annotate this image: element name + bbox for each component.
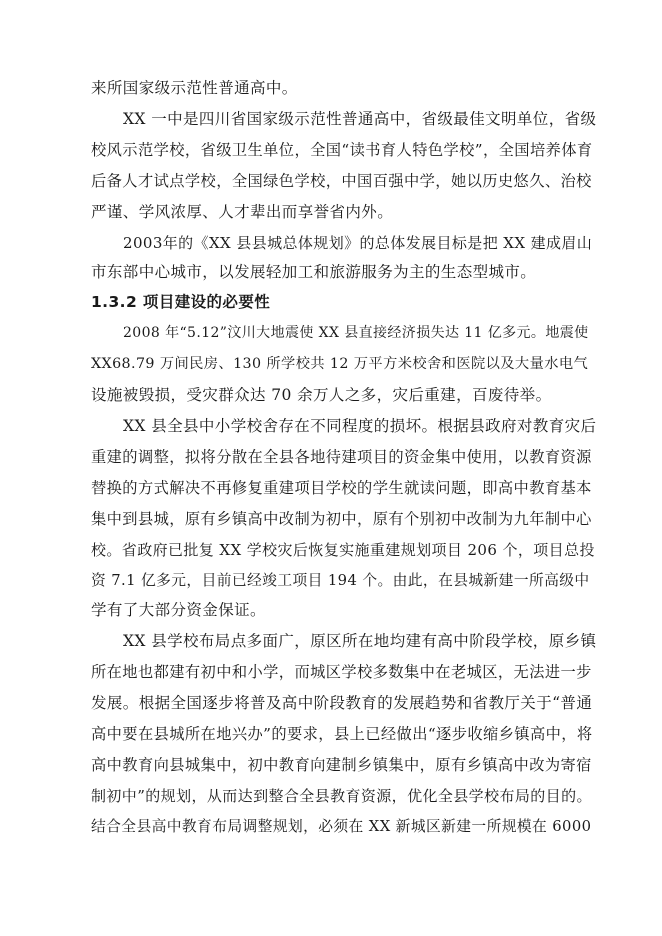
text-line: 校风示范学校，省级卫生单位，全国“读书育人特色学校”，全国培养体育 xyxy=(91,141,593,159)
text-line: 来所国家级示范性普通高中。 xyxy=(91,79,298,97)
text-line: XX 一中是四川省国家级示范性普通高中，省级最佳文明单位，省级 xyxy=(123,110,597,128)
text-line: 校。省政府已批复 XX 学校灾后恢复实施重建规划项目 206 个，项目总投 xyxy=(91,541,595,559)
text-line: 市东部中心城市，以发展轻加工和旅游服务为主的生态型城市。 xyxy=(91,263,537,281)
text-line: 2003年的《XX 县县城总体规划》的总体发展目标是把 XX 建成眉山 xyxy=(123,234,593,252)
text-line: 严谨、学风浓厚、人才辈出而享誉省内外。 xyxy=(91,203,394,221)
text-line: 高中要在县城所在地兴办”的要求，县上已经做出“逐步收缩乡镇高中，将 xyxy=(91,725,593,743)
text-line: 集中到县城，原有乡镇高中改制为初中，原有个别初中改制为九年制中心 xyxy=(91,510,592,528)
text-line: 结合全县高中教育布局调整规划，必须在 XX 新城区新建一所规模在 6000 xyxy=(91,818,592,835)
text-line: XX68.79 万间民房、130 所学校共 12 万平方米校舍和医院以及大量水电气 xyxy=(91,356,589,372)
text-line: XX 县学校布局点多面广，原区所在地均建有高中阶段学校，原乡镇 xyxy=(123,632,597,650)
text-line: 制初中”的规划，从而达到整合全县教育资源，优化全县学校布局的目的。 xyxy=(91,787,592,805)
text-line: 重建的调整，拟将分散在全县各地待建项目的资金集中使用，以教育资源 xyxy=(91,448,592,466)
text-line: 设施被毁损，受灾群众达 70 余万人之多，灾后重建，百废待举。 xyxy=(91,386,552,404)
text-line: 2008 年“5.12”汶川大地震使 XX 县直接经济损失达 11 亿多元。地震使 xyxy=(123,325,589,341)
text-line: 替换的方式解决不再修复重建项目学校的学生就读问题，即高中教育基本 xyxy=(91,479,592,497)
text-line: 高中教育向县城集中，初中教育向建制乡镇集中，原有乡镇高中改为寄宿 xyxy=(91,756,592,774)
text-line: 后备人才试点学校，全国绿色学校，中国百强中学，她以历史悠久、治校 xyxy=(91,172,592,190)
section-heading: 1.3.2 项目建设的必要性 xyxy=(91,293,271,311)
text-line: 所在地也都建有初中和小学，而城区学校多数集中在老城区，无法进一步 xyxy=(91,663,592,681)
text-line: 资 7.1 亿多元，目前已经竣工项目 194 个。由此，在县城新建一所高级中 xyxy=(91,572,590,589)
text-line: 学有了大部分资金保证。 xyxy=(91,601,266,619)
text-line: 发展。根据全国逐步将普及高中阶段教育的发展趋势和省教厅关于“普通 xyxy=(91,694,593,712)
text-line: XX 县全县中小学校舍存在不同程度的损坏。根据县政府对教育灾后 xyxy=(123,417,597,435)
